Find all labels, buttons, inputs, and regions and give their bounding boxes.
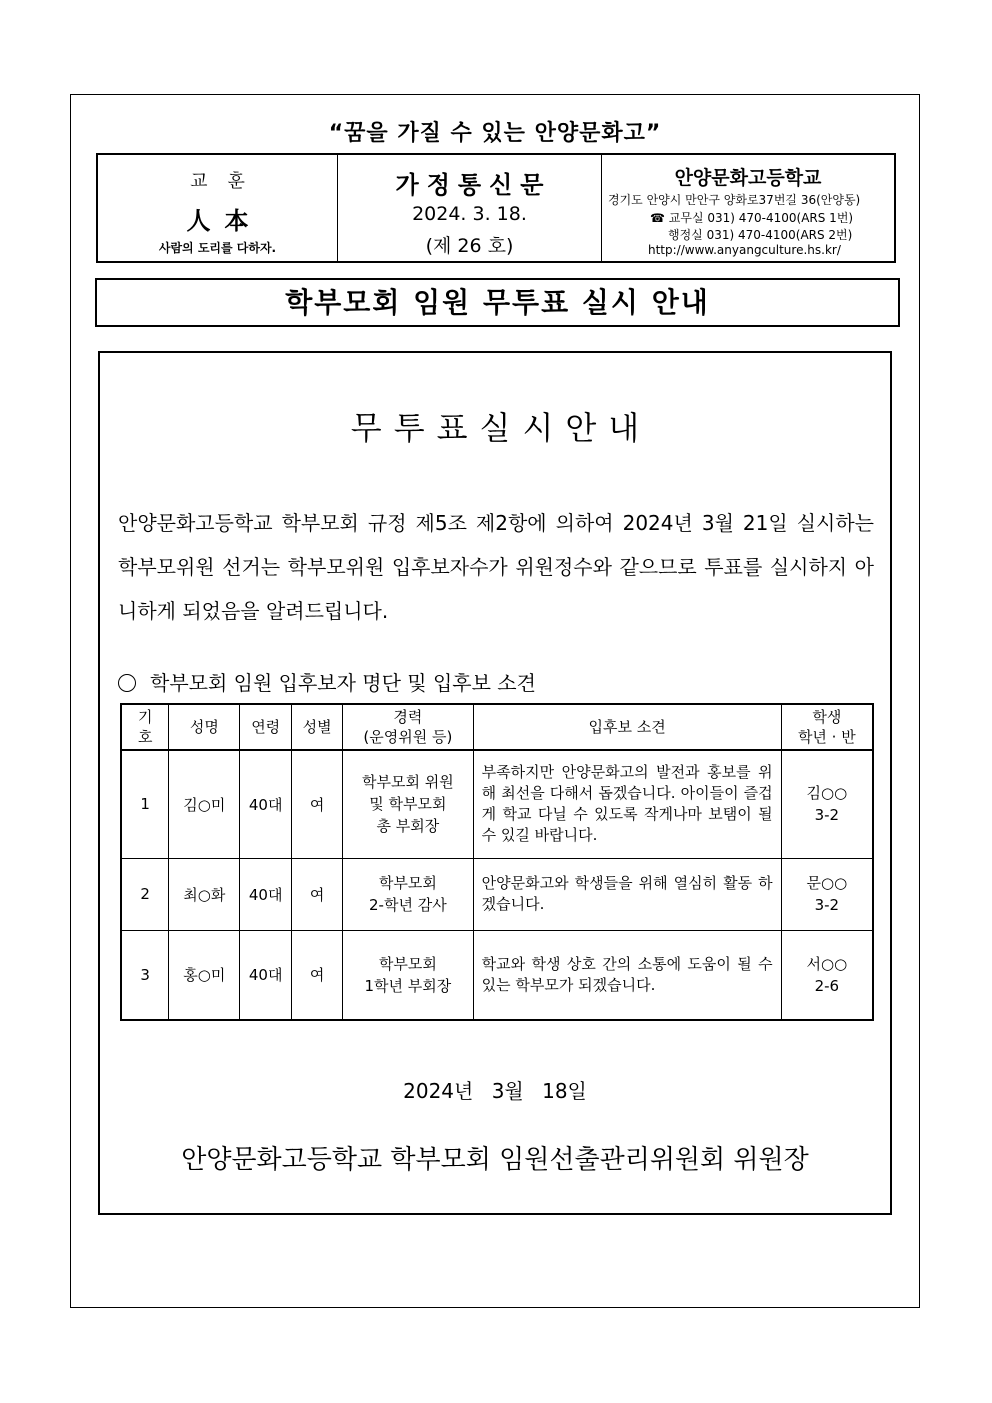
issue-date: 2024년 3월 18일 (403, 1079, 587, 1103)
newsletter-date: 2024. 3. 18. (412, 203, 527, 225)
cell-pledge: 부족하지만 안양문화고의 발전과 홍보를 위해 최선을 다해서 돕겠습니다. 아이들이 즐겁게 학교 다닐 수 있도록 작게나마 보탬이 될 수 있길 바랍니다. (473, 750, 781, 858)
table-header-row (121, 704, 873, 750)
cell-no: 3 (121, 930, 169, 1020)
header-age: 연령 (240, 704, 292, 750)
cell-pledge: 안양문화고와 학생들을 위해 열심히 활동 하겠습니다. (473, 858, 781, 930)
school-info-cell (602, 155, 894, 261)
header-gender: 성별 (292, 704, 343, 750)
header-pledge: 입후보 소견 (473, 704, 781, 750)
cell-name: 홍○미 (169, 930, 240, 1020)
signer: 안양문화고등학교 학부모회 임원선출관리위원회 위원장 (181, 1145, 809, 1175)
notice-paragraph: 안양문화고등학교 학부모회 규정 제5조 제2항에 의하여 2024년 3월 21일 실시하는 학부모위원 선거는 학부모위원 입후보자수가 위원정수와 같으므로 투표를 실시하지 아니하게 되었음을 알려드립니다. (118, 511, 874, 623)
newsletter-header (96, 153, 896, 263)
phone-admin: 행정실 031) 470-4100(ARS 2번) (668, 228, 853, 242)
cell-no: 1 (121, 750, 169, 858)
cell-age: 40대 (240, 858, 292, 930)
school-name: 안양문화고등학교 (674, 167, 822, 189)
school-motto: “꿈을 가질 수 있는 안양문화고” (328, 121, 662, 146)
header-name: 성명 (169, 704, 240, 750)
table-row (121, 858, 873, 930)
header-career: 경력 (운영위원 등) (343, 704, 474, 750)
table-row (121, 750, 873, 858)
newsletter-title: 가정통신문 (395, 171, 552, 199)
cell-pledge: 학교와 학생 상호 간의 소통에 도움이 될 수 있는 학부모가 되겠습니다. (473, 930, 781, 1020)
cell-gender: 여 (292, 858, 343, 930)
cell-name: 김○미 (169, 750, 240, 858)
header-no: 기 호 (121, 704, 169, 750)
cell-name: 최○화 (169, 858, 240, 930)
cell-age: 40대 (240, 750, 292, 858)
newsletter-cell (338, 155, 602, 261)
table-row (121, 930, 873, 1020)
cell-career: 학부모회 2-학년 감사 (343, 858, 474, 930)
cell-student: 문○○ 3-2 (781, 858, 873, 930)
header-student: 학생 학년 · 반 (781, 704, 873, 750)
cell-career: 학부모회 위원 및 학부모회 총 부회장 (343, 750, 474, 858)
school-website[interactable]: http://www.anyangculture.hs.kr/ (648, 243, 841, 257)
cell-student: 서○○ 2-6 (781, 930, 873, 1020)
kyohun-label: 교훈 (190, 171, 265, 192)
banner-title: 학부모회 임원 무투표 실시 안내 (95, 278, 900, 327)
section-title (118, 667, 536, 696)
cell-no: 2 (121, 858, 169, 930)
cell-student: 김○○ 3-2 (781, 750, 873, 858)
kyohun-cell (98, 155, 338, 261)
kyohun-subtitle: 사람의 도리를 다하자. (158, 241, 277, 255)
candidate-table (120, 703, 874, 1021)
cell-gender: 여 (292, 750, 343, 858)
phone-office: ☎ 교무실 031) 470-4100(ARS 1번) (650, 211, 854, 225)
circle-bullet-icon (118, 674, 136, 692)
notice-box (98, 351, 892, 1215)
cell-gender: 여 (292, 930, 343, 1020)
cell-career: 학부모회 1학년 부회장 (343, 930, 474, 1020)
kyohun-main: 人本 (186, 206, 263, 235)
school-address: 경기도 안양시 만안구 양화로37번길 36(안양동) (608, 193, 861, 207)
notice-title: 무투표실시안내 (350, 409, 652, 447)
newsletter-issue: (제 26 호) (425, 235, 514, 257)
section-title-text: 학부모회 임원 입후보자 명단 및 입후보 소견 (150, 671, 536, 695)
cell-age: 40대 (240, 930, 292, 1020)
